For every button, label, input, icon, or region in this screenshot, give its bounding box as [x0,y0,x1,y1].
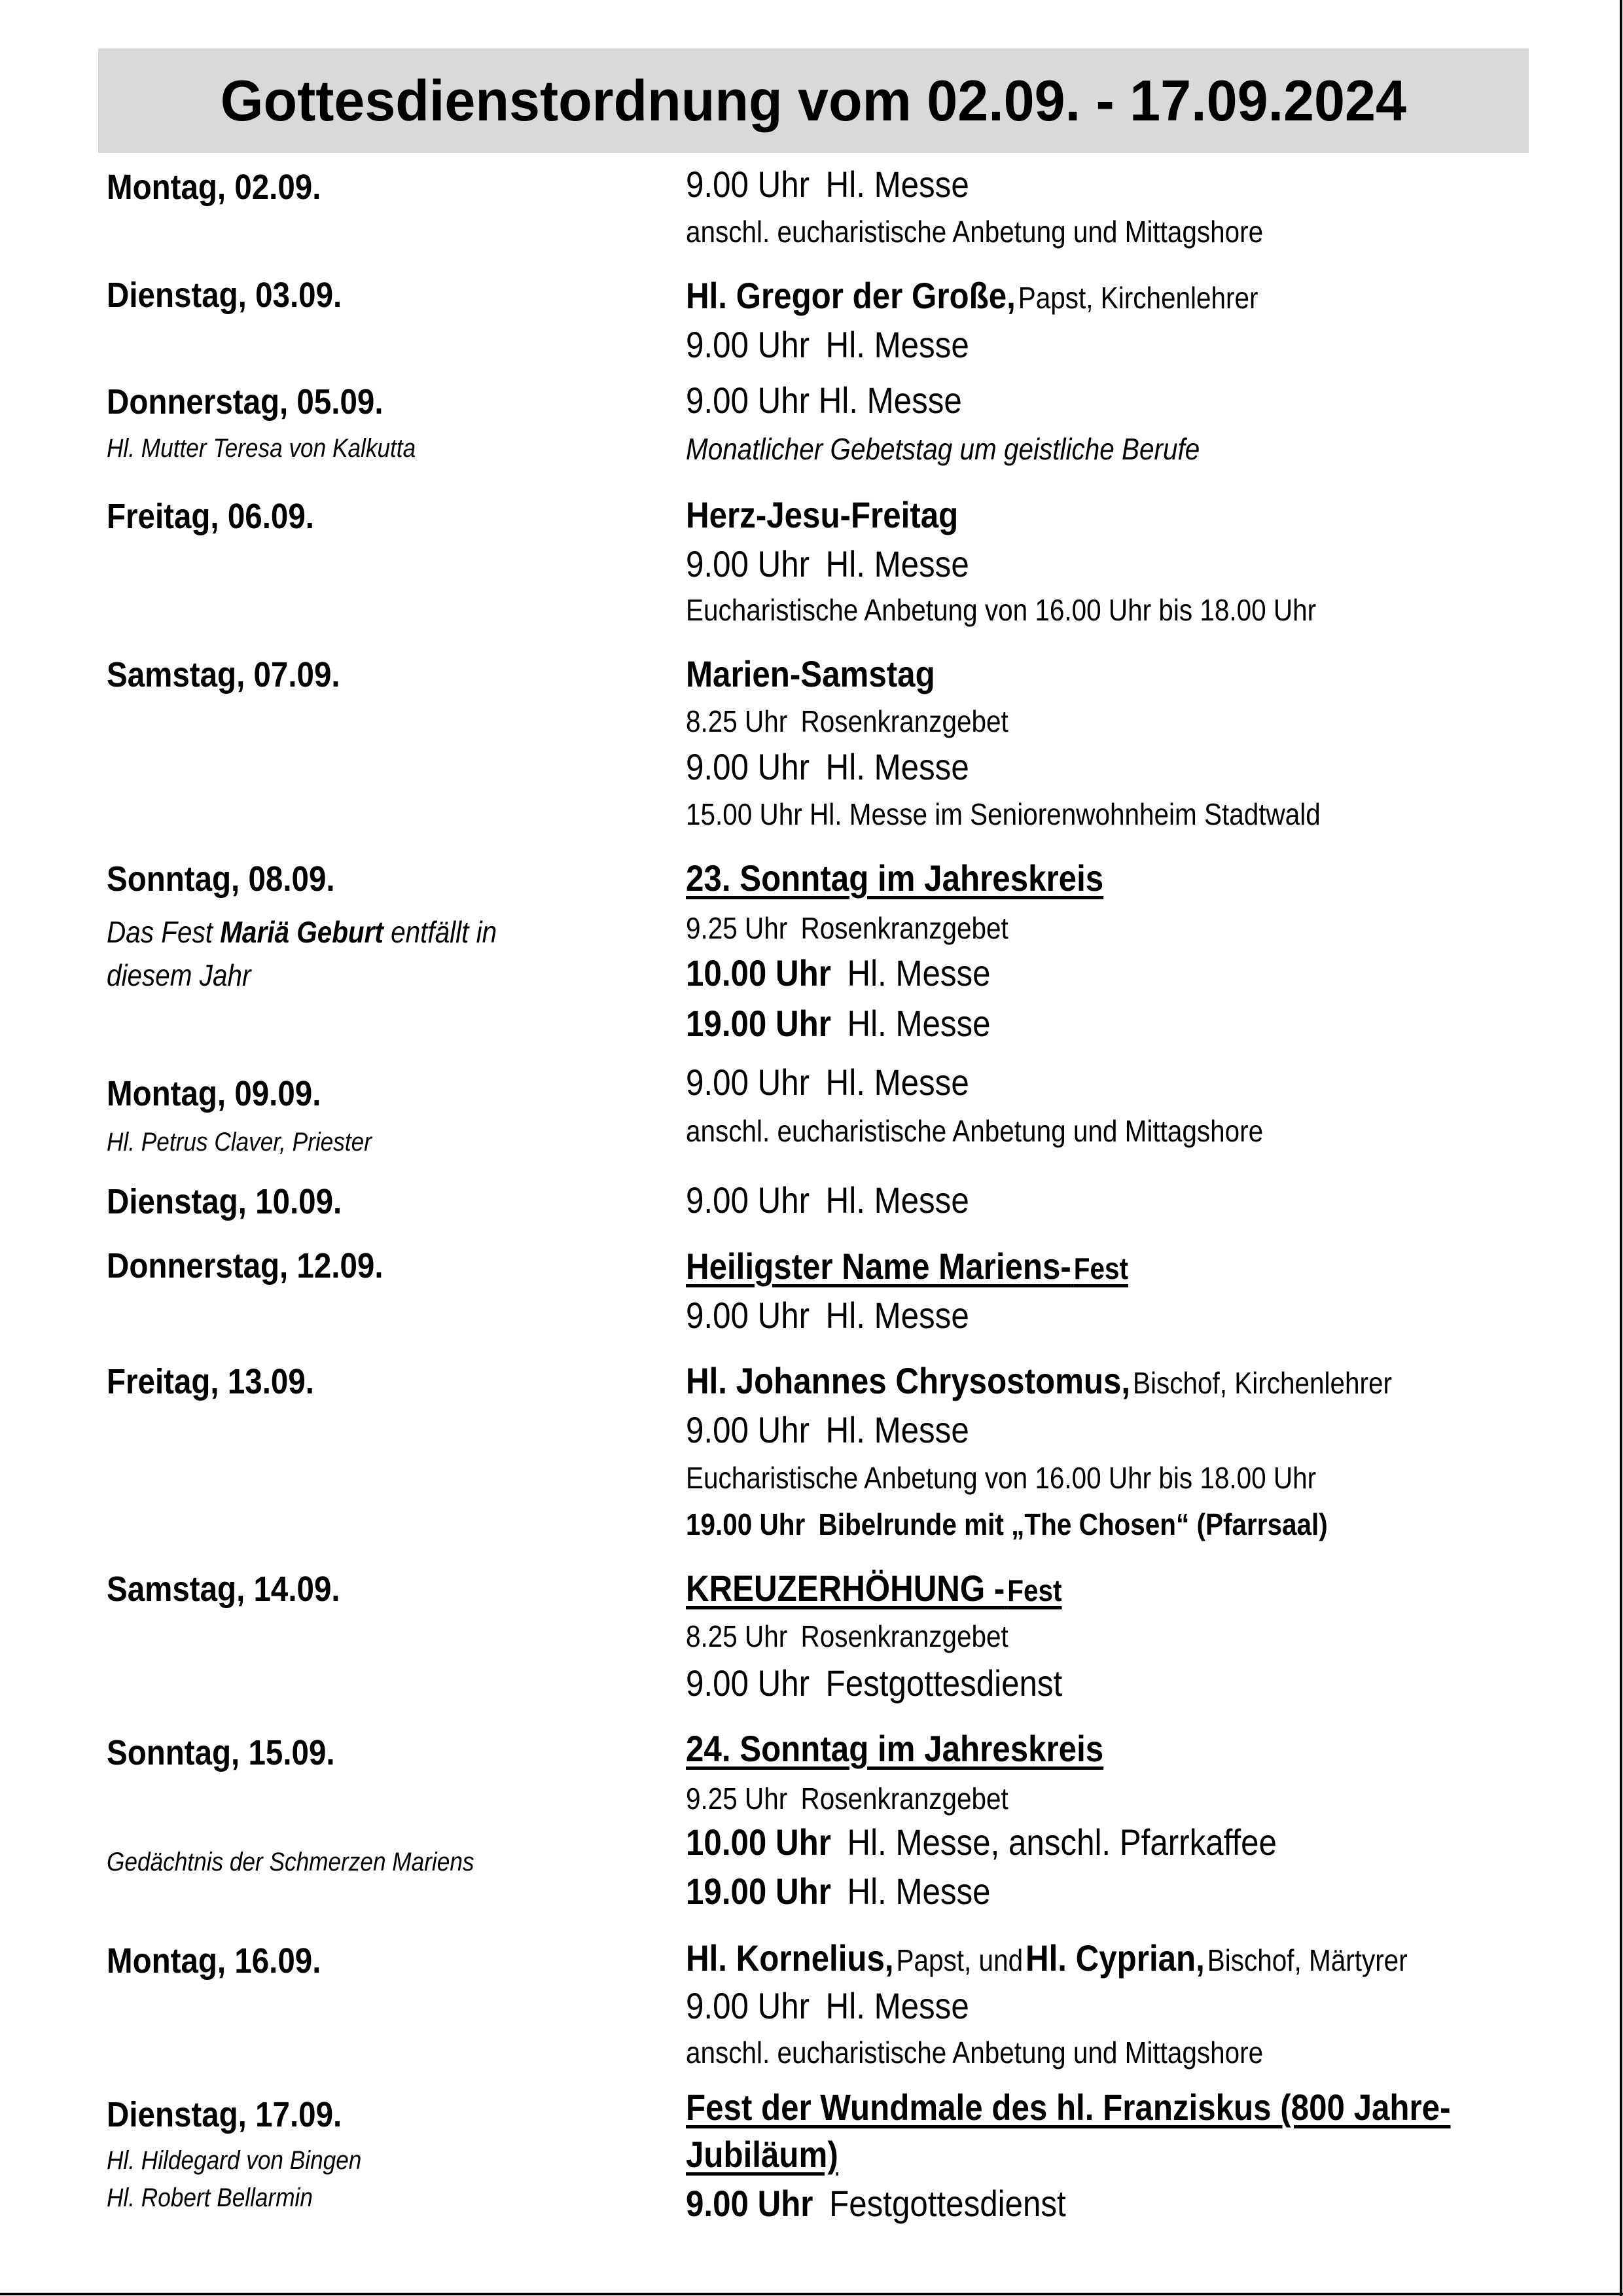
service-time: 9.25 Uhr [686,911,788,945]
service-time: 9.00 Uhr [686,164,810,205]
feast-rank: Fest [1007,1573,1062,1607]
day-date: Samstag, 14.09. [107,1570,340,1609]
day-date: Samstag, 07.09. [107,655,340,694]
service-title: Hl. Messe [825,164,969,205]
feast-name: Hl. Kornelius, [686,1937,894,1979]
feast-name: Hl. Johannes Chrysostomus, [686,1360,1131,1401]
service-note: Monatlicher Gebetstag um geistliche Berufe [686,432,1200,466]
service-note: 15.00 Uhr Hl. Messe im Seniorenwohnheim Stadtwald [686,797,1321,831]
service-title: Rosenkranzgebet [800,911,1008,945]
service-time: 9.00 Uhr [686,746,810,787]
page-border-right [1620,0,1622,2296]
service-line [686,1003,991,1045]
service-time: 9.25 Uhr [686,1782,788,1816]
day-date: Dienstag, 17.09. [107,2095,342,2134]
feast-name: Marien-Samstag [686,653,935,694]
service-time: 10.00 Uhr [686,1821,831,1863]
day-date: Montag, 16.09. [107,1941,321,1981]
service-time: 9.00 Uhr [686,1062,810,1103]
service-title: Hl. Messe [825,746,969,787]
feast-name: Hl. Gregor der Große, [686,275,1016,316]
feast-rank: Papst, Kirchenlehrer [1018,281,1258,315]
service-title: Hl. Messe [847,1871,991,1912]
service-line [686,1821,1277,1863]
service-line [686,911,1008,946]
feast-name-continued: Jubiläum) [686,2134,838,2175]
service-note: Eucharistische Anbetung von 16.00 Uhr bis 18.00 Uhr [686,593,1317,627]
day-date: Montag, 02.09. [107,168,321,207]
service-title: Bibelrunde mit „The Chosen“ (Pfarrsaal) [818,1507,1328,1541]
service-title: Rosenkranzgebet [800,704,1008,738]
service-line [686,543,969,585]
day-date: Freitag, 13.09. [107,1362,314,1401]
service-time: 19.00 Uhr [686,1003,831,1044]
service-line [686,704,1008,739]
service-title: Festgottesdienst [825,1662,1063,1704]
service-title: Festgottesdienst [829,2183,1066,2224]
service-title: Hl. Messe [825,1179,969,1221]
service-time: 8.25 Uhr [686,1619,788,1653]
saint-of-day: Hl. Petrus Claver, Priester [107,1128,372,1157]
service-line [686,1179,969,1221]
day-date: Sonntag, 08.09. [107,859,335,899]
feast-rank: Papst, und [896,1943,1024,1977]
day-note-continued: diesem Jahr [107,958,251,992]
feast-name: KREUZERHÖHUNG - [686,1568,1005,1609]
service-time: 9.00 Uhr [686,1179,810,1221]
service-time: 9.00 Uhr [686,1409,810,1450]
service-line [686,1409,969,1451]
service-title: Hl. Messe [825,1409,969,1450]
service-note: Eucharistische Anbetung von 16.00 Uhr bis 18.00 Uhr [686,1461,1317,1495]
service-title: Hl. Messe, anschl. Pfarrkaffee [847,1821,1277,1863]
day-date: Dienstag, 10.09. [107,1182,342,1221]
service-time: 9.00 Uhr [686,1662,810,1704]
note-text: Das Fest [107,915,213,949]
service-line [686,1619,1008,1654]
service-note: anschl. eucharistische Anbetung und Mittagshore [686,1114,1264,1148]
saint-of-day: Hl. Mutter Teresa von Kalkutta [107,434,416,463]
service-title: Hl. Messe [825,1985,969,2026]
service-line [686,1782,1008,1816]
feast-rank: Bischof, Märtyrer [1207,1943,1408,1977]
service-time: 9.00 Uhr [686,1295,810,1336]
service-note: anschl. eucharistische Anbetung und Mittagshore [686,2036,1264,2070]
feast-line [686,1246,1128,1287]
day-date: Montag, 09.09. [107,1074,321,1113]
saint-of-day: Gedächtnis der Schmerzen Mariens [107,1848,474,1876]
feast-name: 23. Sonntag im Jahreskreis [686,857,1104,899]
note-feast-name: Mariä Geburt [220,915,383,949]
service-time: 19.00 Uhr [686,1871,831,1912]
service-line [686,1295,969,1336]
feast-name: Herz-Jesu-Freitag [686,494,959,535]
service-time: 10.00 Uhr [686,952,831,994]
service-line [686,1662,1062,1704]
day-date: Donnerstag, 05.09. [107,382,383,422]
day-date: Sonntag, 15.09. [107,1733,335,1772]
service-line [686,1507,1328,1542]
service-line [686,1871,991,1912]
service-title: Rosenkranzgebet [800,1782,1008,1816]
title-banner [98,48,1529,153]
service-time: 9.00 Uhr [686,2183,813,2224]
feast-name: Hl. Cyprian, [1026,1937,1205,1979]
service-line [686,164,969,206]
feast-rank: Fest [1073,1251,1129,1285]
feast-line [686,1937,1408,1979]
note-text: entfällt in [391,915,497,949]
day-date: Donnerstag, 12.09. [107,1246,383,1285]
feast-name: Fest der Wundmale des hl. Franziskus (800 Jahre- [686,2087,1451,2128]
day-date: Dienstag, 03.09. [107,276,342,315]
service-line [686,1062,969,1103]
feast-line [686,1568,1061,1609]
service-time: 8.25 Uhr [686,704,788,738]
service-time: 9.00 Uhr [686,543,810,584]
service-title: Hl. Messe [825,1062,969,1103]
service-line [686,324,969,366]
service-title: Hl. Messe [825,324,969,365]
saint-of-day: Hl. Hildegard von Bingen [107,2146,362,2175]
service-line [686,746,969,788]
service-time: 9.00 Uhr [686,1985,810,2026]
day-note [107,915,497,950]
service-note: anschl. eucharistische Anbetung und Mittagshore [686,215,1264,249]
service-time: 9.00 Uhr [686,324,810,365]
service-title: Hl. Messe [825,543,969,584]
service-title: Rosenkranzgebet [800,1619,1008,1653]
feast-name: Heiligster Name Mariens- [686,1246,1071,1287]
feast-line [686,1360,1392,1402]
feast-rank: Bischof, Kirchenlehrer [1133,1366,1393,1400]
service-line [686,952,991,994]
service-title: Hl. Messe [825,1295,969,1336]
service-line [686,1985,969,2027]
day-date: Freitag, 06.09. [107,497,314,536]
saint-of-day: Hl. Robert Bellarmin [107,2183,313,2212]
feast-line [686,275,1258,317]
service-line: 9.00 Uhr Hl. Messe [686,380,962,421]
service-time: 19.00 Uhr [686,1507,806,1541]
service-title: Hl. Messe [847,952,991,994]
page-title: Gottesdienstordnung vom 02.09. - 17.09.2024 [220,68,1407,133]
service-title: Hl. Messe [847,1003,991,1044]
page-border-bottom [0,2293,1623,2295]
feast-name: 24. Sonntag im Jahreskreis [686,1728,1104,1769]
service-line [686,2183,1066,2225]
